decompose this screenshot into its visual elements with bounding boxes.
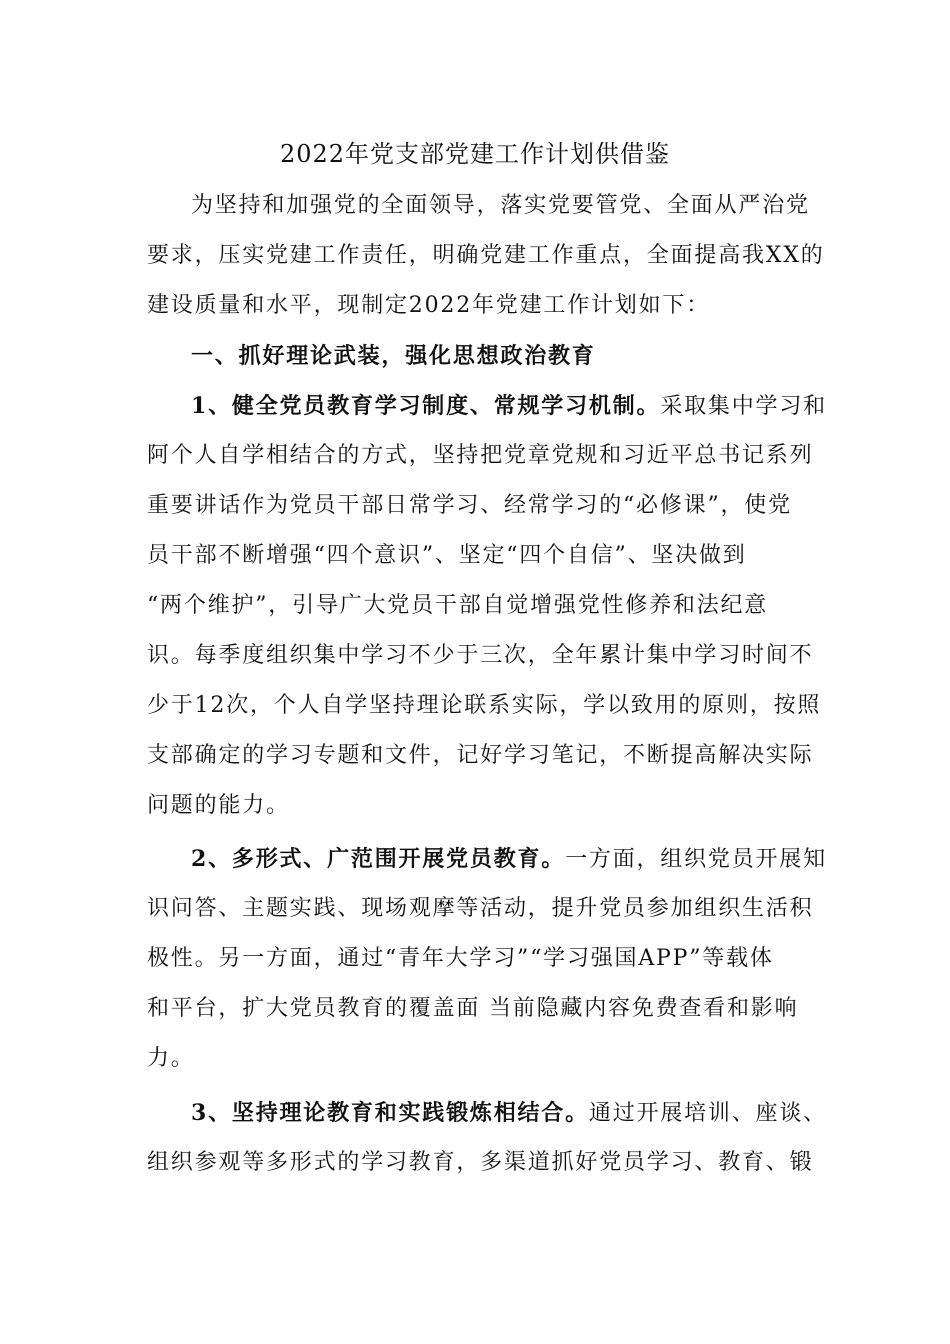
paragraph-line: 力。 xyxy=(147,1046,195,1071)
item-heading: 3、坚持理论教育和实践锻炼相结合。 xyxy=(191,1100,589,1126)
paragraph-line: 极性。另一方面，通过“青年大学习”“学习强国APP”等载体 xyxy=(147,946,774,971)
intro-paragraph xyxy=(147,181,825,331)
paragraph-line: 问题的能力。 xyxy=(147,793,290,818)
paragraph-text: 采取集中学习和 xyxy=(660,394,827,419)
item3-paragraph xyxy=(147,1088,827,1188)
paragraph-line: 为坚持和加强党的全面领导，落实党要管党、全面从严治党 xyxy=(191,193,810,218)
paragraph-line: “两个维护”，引导广大党员干部自觉增强党性修养和法纪意 xyxy=(147,593,769,618)
item2-paragraph xyxy=(147,834,827,1084)
paragraph-text: 通过开展培训、座谈、 xyxy=(588,1101,827,1126)
paragraph-line: 重要讲话作为党员干部日常学习、经常学习的“必修课”，使党 xyxy=(147,493,792,518)
paragraph-line: 建设质量和水平，现制定2022年党建工作计划如下： xyxy=(147,293,710,318)
paragraph-line: 和平台，扩大党员教育的覆盖面 当前隐藏内容免费查看和影响 xyxy=(147,996,799,1021)
paragraph-line: 支部确定的学习专题和文件，记好学习笔记，不断提高解决实际 xyxy=(147,743,814,768)
paragraph-line: 员干部不断增强“四个意识”、坚定“四个自信”、坚决做到 xyxy=(147,543,747,568)
paragraph-line: 识。每季度组织集中学习不少于三次，全年累计集中学习时间不 xyxy=(147,643,814,668)
paragraph-line: 阿个人自学相结合的方式，坚持把党章党规和习近平总书记系列 xyxy=(147,443,814,468)
paragraph-text: 一方面，组织党员开展知 xyxy=(565,847,827,872)
paragraph-first-line xyxy=(147,381,827,431)
paragraph-line: 组织参观等多形式的学习教育，多渠道抓好党员学习、教育、锻 xyxy=(147,1150,814,1175)
paragraph-line: 要求，压实党建工作责任，明确党建工作重点，全面提高我XX的 xyxy=(147,243,825,268)
paragraph-line: 识问答、主题实践、现场观摩等活动，提升党员参加组织生活积 xyxy=(147,896,814,921)
item-heading: 1、健全党员教育学习制度、常规学习机制。 xyxy=(191,393,661,419)
section-heading-text: 一、抓好理论武装，强化思想政治教育 xyxy=(191,343,596,369)
item1-paragraph xyxy=(147,381,827,831)
section-heading xyxy=(147,331,807,381)
paragraph-first-line xyxy=(147,1088,827,1138)
document-title: 2022年党支部党建工作计划供借鉴 xyxy=(279,140,671,168)
paragraph-line: 少于12次，个人自学坚持理论联系实际，学以致用的原则，按照 xyxy=(147,693,822,718)
item-heading: 2、多形式、广范围开展党员教育。 xyxy=(191,846,566,872)
paragraph-first-line xyxy=(147,834,827,884)
